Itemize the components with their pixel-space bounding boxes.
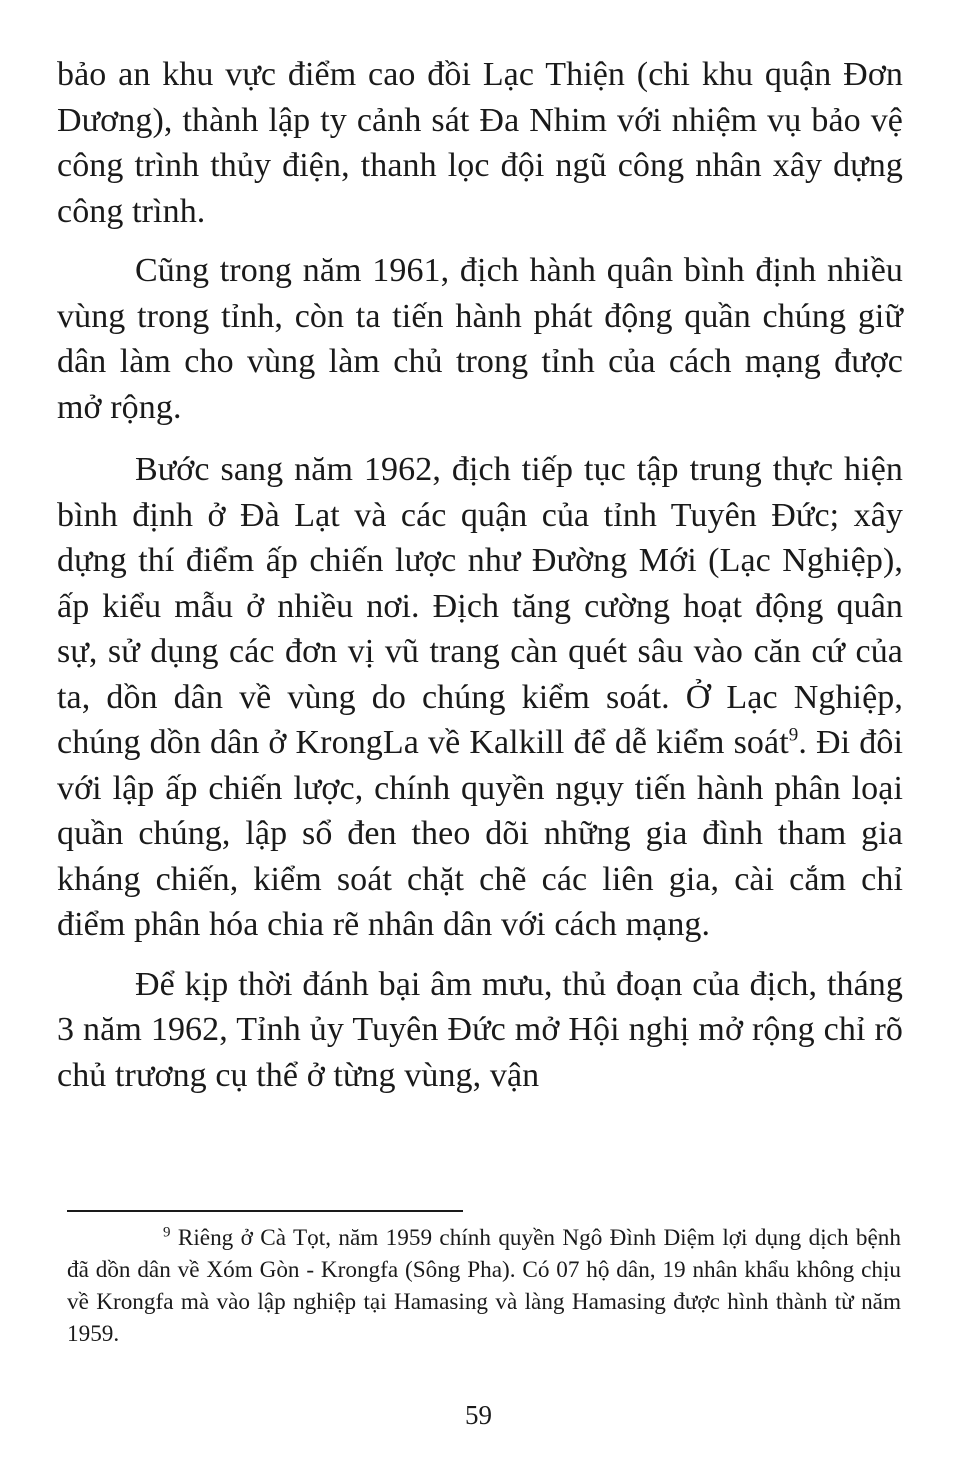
paragraph-3-text-end: . Đi đôi với lập ấp chiến lược, chính quyền ngụy tiến hành phân loại quần chúng, lập sổ đen theo dõi những gia đình tham gia kháng chiến, kiểm soát chặt chẽ các liên gia, cài cắm chỉ điểm phân hóa chia rẽ nhân dân với cách mạng. — [57, 724, 904, 943]
paragraph-1: bảo an khu vực điểm cao đồi Lạc Thiện (chi khu quận Đơn Dương), thành lập ty cảnh sát Đa Nhim với nhiệm vụ bảo vệ công trình thủy điện, thanh lọc đội ngũ công nhân xây dựng công trình. — [57, 56, 903, 230]
footnote-separator — [67, 1210, 463, 1212]
paragraph-3-text-start: Bước sang năm 1962, địch tiếp tục tập trung thực hiện bình định ở Đà Lạt và các quận của tỉnh Tuyên Đức; xây dựng thí điểm ấp chiến lược như Đường Mới (Lạc Nghiệp), ấp kiểu mẫu ở nhiều nơi. Địch tăng cường hoạt động quân sự, sử dụng các đơn vị vũ trang càn quét sâu vào căn cứ của ta, dồn dân về vùng do chúng kiểm soát. Ở Lạc Nghiệp, chúng dồn dân ở KrongLa về Kalkill để dễ kiểm soát — [57, 451, 903, 761]
paragraph-2: Cũng trong năm 1961, địch hành quân bình định nhiều vùng trong tỉnh, còn ta tiến hành phát động quần chúng giữ dân làm cho vùng làm chủ trong tỉnh của cách mạng được mở rộng. — [57, 252, 903, 426]
footnote-reference-9: 9 — [788, 724, 799, 746]
footnote-number: 9 — [163, 1224, 171, 1241]
paragraph-4: Để kịp thời đánh bại âm mưu, thủ đoạn của địch, tháng 3 năm 1962, Tỉnh ủy Tuyên Đức mở Hội nghị mở rộng chỉ rõ chủ trương cụ thể ở từng vùng, vận — [57, 965, 903, 1094]
paragraph-3 — [57, 447, 903, 948]
footnote-text: Riêng ở Cà Tọt, năm 1959 chính quyền Ngô Đình Diệm lợi dụng dịch bệnh đã dồn dân về Xóm Gòn - Krongfa (Sông Pha). Có 07 hộ dân, 19 nhân khẩu không chịu về Krongfa mà vào lập nghiệp tại Hamasing và làng Hamasing được hình thành từ năm 1959. — [67, 1225, 901, 1347]
page-number: 59 — [465, 1400, 492, 1430]
footnote-9 — [67, 1222, 901, 1350]
page-body — [57, 52, 903, 1098]
